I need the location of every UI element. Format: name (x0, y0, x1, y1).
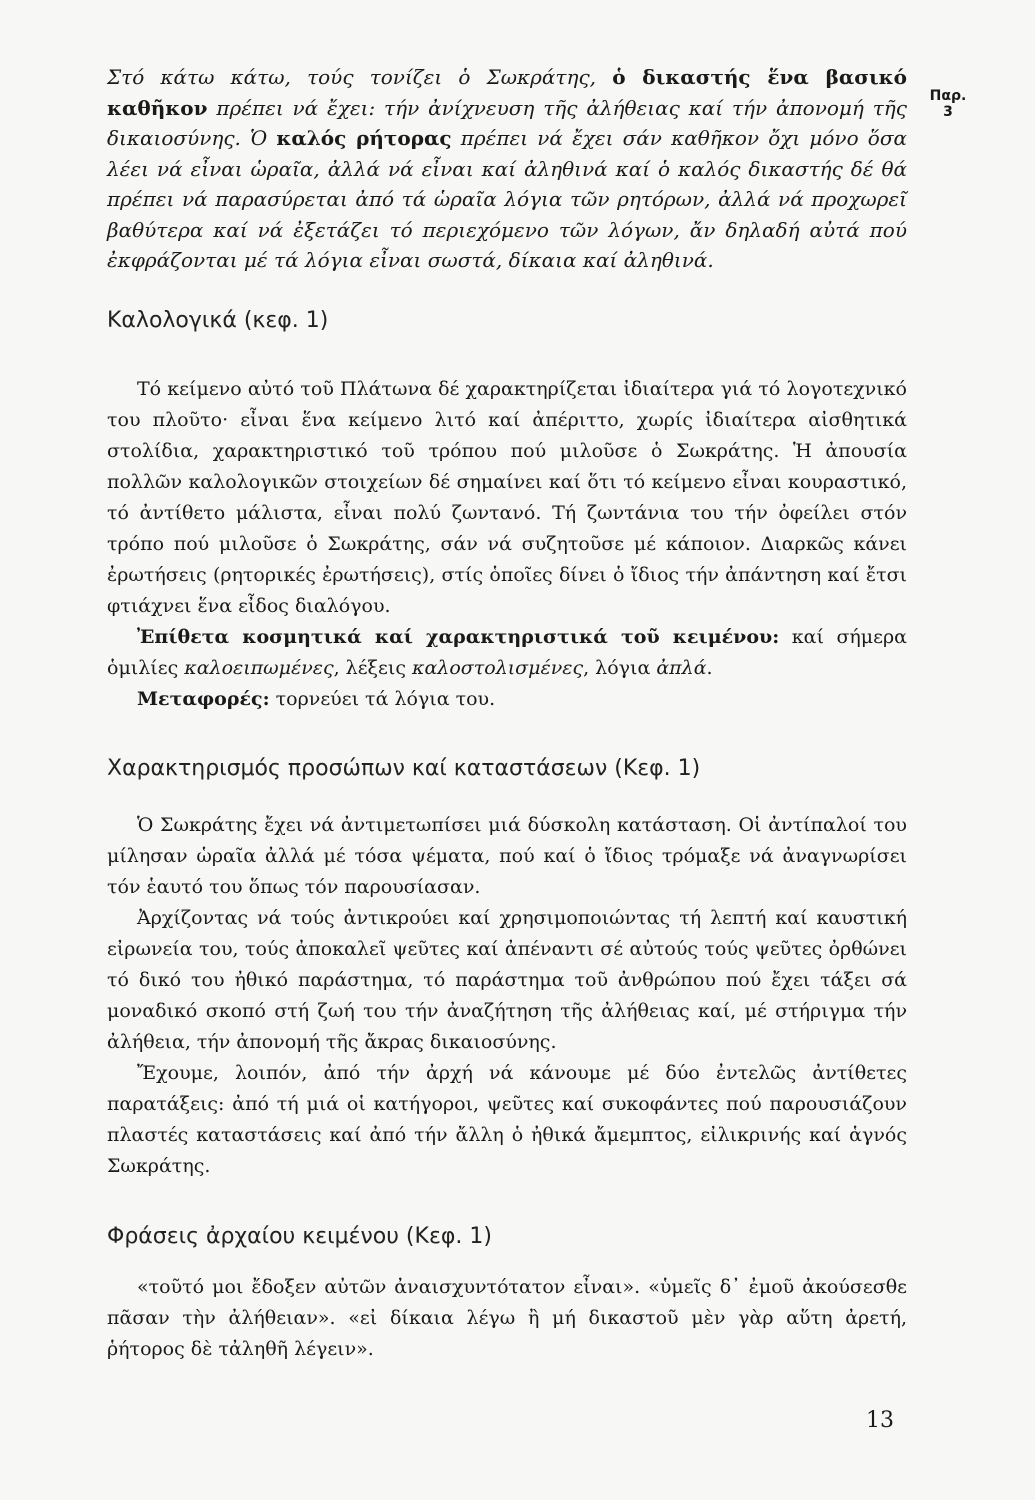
margin-note-label: Παρ. (929, 88, 967, 104)
paragraph: Ἔχουμε, λοιπόν, ἀπό τήν ἀρχή νά κάνουμε μέ δύο ἐντελῶς ἀντίθετες παρατάξεις: ἀπό τή μιά οἱ κατήγοροι, ψεῦτες καί συκοφάντες πού παρουσιάζουν πλαστές καταστάσεις καί ἀπό τήν ἄλλη ὁ ἠθικά ἄμεμπτος, εἰλικρινής καί ἁγνός Σωκράτης. (107, 1062, 907, 1177)
text-span: . (706, 657, 713, 679)
paragraph-quotes: «τοῦτό μοι ἔδοξεν αὐτῶν ἀναισχυντότατον εἶναι». «ὑμεῖς δ᾽ ἐμοῦ ἀκούσεσθε πᾶσαν τὴν ἀλήθειαν». «εἰ δίκαια λέγω ἢ μή δικαστοῦ μὲν γὰρ αὕτη ἀρετή, ῥήτορος δὲ τἀληθῆ λέγειν». (107, 1276, 907, 1360)
intro-bold-2: καλός ρήτορας (276, 126, 452, 150)
intro-paragraph (107, 62, 907, 276)
italic-word: καλοστολισμένες (412, 657, 584, 679)
intro-bold-1: ὁ δικαστής ἕνα βασικό καθῆκον (107, 65, 907, 120)
paragraph-epitheta (107, 622, 907, 684)
text-span: , λέξεις (333, 657, 412, 679)
label-metafores: Μεταφορές: (137, 688, 270, 710)
text-span: καί σήμερα ὁμιλίες (107, 626, 907, 679)
section-kalologika (107, 374, 907, 715)
margin-note (925, 88, 971, 120)
page-number: 13 (866, 1408, 894, 1433)
paragraph: Ὁ Σωκράτης ἔχει νά ἀντιμετωπίσει μιά δύσκολη κατάσταση. Οἱ ἀντίπαλοί του μίλησαν ὡραῖα ἀλλά μέ τόσα ψέματα, πού καί ὁ ἴδιος τρόμαξε νά ἀναγνωρίσει τόν ἑαυτό του ὅπως τόν παρουσίασαν. (107, 814, 907, 898)
section-heading-fraseis: Φράσεις ἀρχαίου κειμένου (Κεφ. 1) (107, 1224, 492, 1249)
section-xaraktirismos (107, 810, 907, 1182)
paragraph: Τό κείμενο αὐτό τοῦ Πλάτωνα δέ χαρακτηρίζεται ἰδιαίτερα γιά τό λογοτεχνικό του πλοῦτο· εἶναι ἕνα κείμενο λιτό καί ἀπέριττο, χωρίς ἰδιαίτερα αἰσθητικά στολίδια, χαρακτηριστικό τοῦ τρόπου πού μιλοῦσε ὁ Σωκράτης. Ἡ ἀπουσία πολλῶν καλολογικῶν στοιχείων δέ σημαίνει καί ὅτι τό κείμενο εἶναι κουραστικό, τό ἀντίθετο μάλιστα, εἶναι πολύ ζωντανό. Τή ζωντάνια του τήν ὀφείλει στόν τρόπο πού μιλοῦσε ὁ Σωκράτης, σάν νά συζητοῦσε μέ κάποιον. Διαρκῶς κάνει ἐρωτήσεις (ρητορικές ἐρωτήσεις), στίς ὁποῖες δίνει ὁ ἴδιος τήν ἀπάντηση καί ἔτσι φτιάχνει ἕνα εἶδος διαλόγου. (107, 378, 907, 617)
label-epitheta: Ἐπίθετα κοσμητικά καί χαρακτηριστικά τοῦ κειμένου: (137, 626, 780, 648)
italic-word: ἀπλά (656, 657, 707, 679)
paragraph: Ἀρχίζοντας νά τούς ἀντικρούει καί χρησιμοποιώντας τή λεπτή καί καυστική εἰρωνεία του, τούς ἀποκαλεῖ ψεῦτες καί ἀπέναντι σέ αὐτούς τούς ψεῦτες ὀρθώνει τό δικό του ἠθικό παράστημα, τό παράστημα τοῦ ἀνθρώπου πού ἔχει τάξει σά μοναδικό σκοπό στή ζωή του τήν ἀναζήτηση τῆς ἀλήθειας καί, μέ στήριγμα τήν ἀλήθεια, τήν ἀπονομή τῆς ἄκρας δικαιοσύνης. (107, 907, 907, 1053)
margin-note-number: 3 (943, 104, 953, 120)
section-heading-xaraktirismos: Χαρακτηρισμός προσώπων καί καταστάσεων (Κεφ. 1) (107, 756, 701, 781)
paragraph-metafores (107, 684, 907, 715)
intro-text-1: Στό κάτω κάτω, τούς τονίζει ὁ Σωκράτης, (107, 65, 613, 89)
text-span: , λόγια (583, 657, 657, 679)
section-fraseis (107, 1272, 907, 1365)
intro-text-2: πρέπει νά ἔχει: τήν ἀνίχνευση τῆς ἀλήθειας καί τήν ἀπονομή τῆς δικαιοσύνης. Ὁ (107, 95, 907, 150)
text-span: τορνεύει τά λόγια του. (269, 688, 496, 710)
italic-word: καλοειπωμένες (184, 657, 334, 679)
section-heading-kalologika: Καλολογικά (κεφ. 1) (107, 308, 329, 333)
intro-text-3: πρέπει νά ἔχει σάν καθῆκον ὄχι μόνο ὅσα λέει νά εἶναι ὡραῖα, ἀλλά νά εἶναι καί ἀληθινά καί ὁ καλός δικαστής δέ θά πρέπει νά παρασύρεται ἀπό τά ὡραῖα λόγια τῶν ρητόρων, ἀλλά νά προχωρεῖ βαθύτερα καί νά ἐξετάζει τό περιεχόμενο τῶν λόγων, ἄν δηλαδή αὐτά πού ἐκφράζονται μέ τά λόγια εἶναι σωστά, δίκαια καί ἀληθινά. (107, 126, 907, 272)
